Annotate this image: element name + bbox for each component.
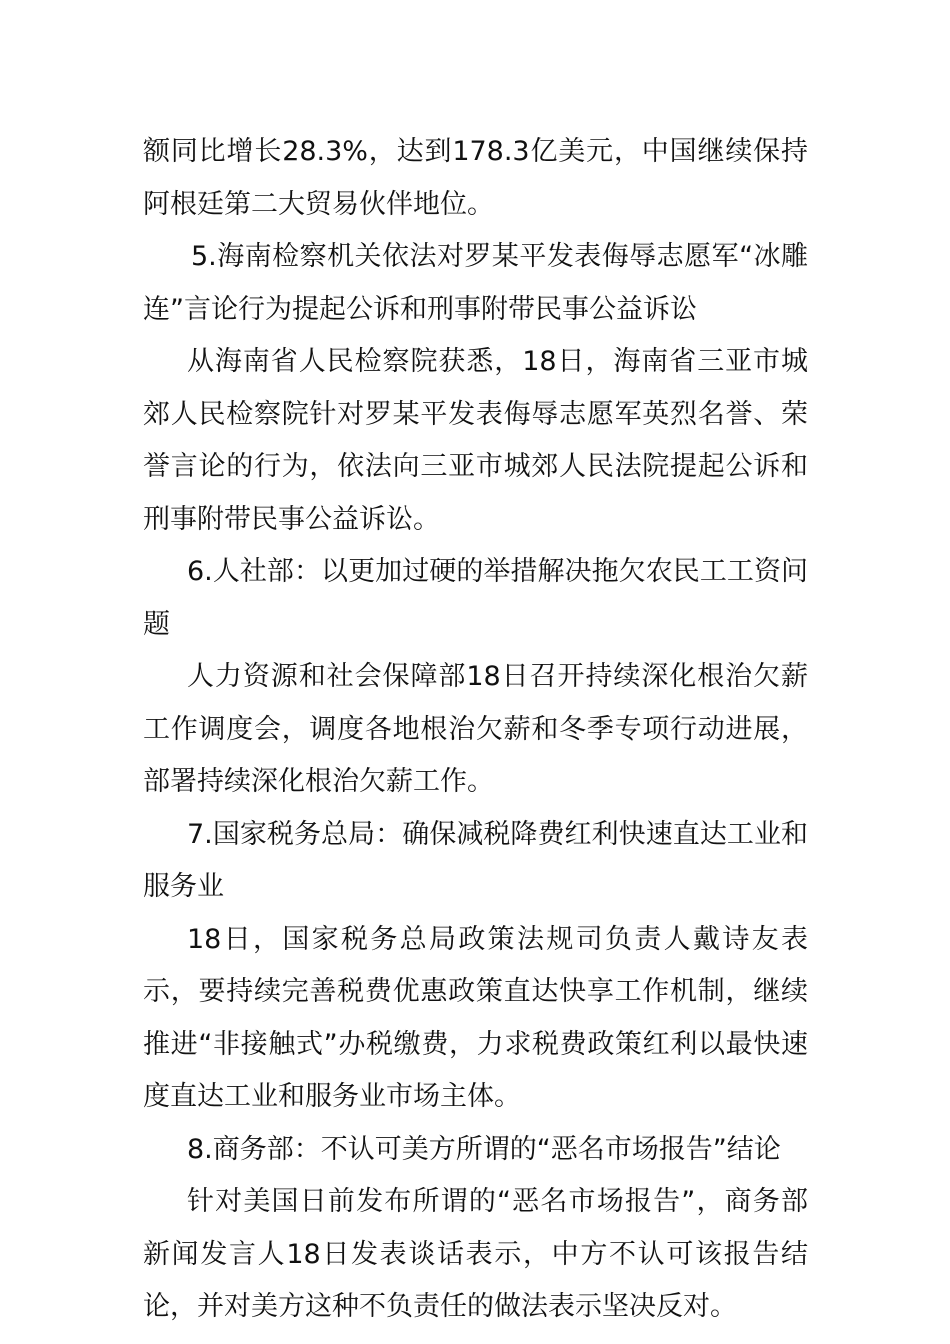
paragraph-item-8: 针对美国日前发布所谓的“恶名市场报告”，商务部新闻发言人18日发表谈话表示，中方不认可该报告结论，并对美方这种不负责任的做法表示坚决反对。 (143, 1186, 808, 1322)
heading-item-5: 5.海南检察机关依法对罗某平发表侮辱志愿军“冰雕连”言论行为提起公诉和刑事附带民事公益诉讼 (143, 241, 808, 325)
document-body (143, 126, 808, 1334)
heading-item-8: 8.商务部：不认可美方所谓的“恶名市场报告”结论 (187, 1133, 781, 1165)
heading-item-6: 6.人社部：以更加过硬的举措解决拖欠农民工工资问题 (143, 556, 808, 640)
paragraph-trade-continuation: 额同比增长28.3%，达到178.3亿美元，中国继续保持阿根廷第二大贸易伙伴地位。 (143, 136, 808, 220)
paragraph-item-7: 18日，国家税务总局政策法规司负责人戴诗友表示，要持续完善税费优惠政策直达快享工作机制，继续推进“非接触式”办税缴费，力求税费政策红利以最快速度直达工业和服务业市场主体。 (143, 923, 808, 1112)
paragraph-item-5: 从海南省人民检察院获悉，18日，海南省三亚市城郊人民检察院针对罗某平发表侮辱志愿军英烈名誉、荣誉言论的行为，依法向三亚市城郊人民法院提起公诉和刑事附带民事公益诉讼。 (143, 346, 808, 535)
heading-item-7: 7.国家税务总局：确保减税降费红利快速直达工业和服务业 (143, 818, 808, 902)
paragraph-item-6: 人力资源和社会保障部18日召开持续深化根治欠薪工作调度会，调度各地根治欠薪和冬季专项行动进展，部署持续深化根治欠薪工作。 (143, 661, 808, 797)
